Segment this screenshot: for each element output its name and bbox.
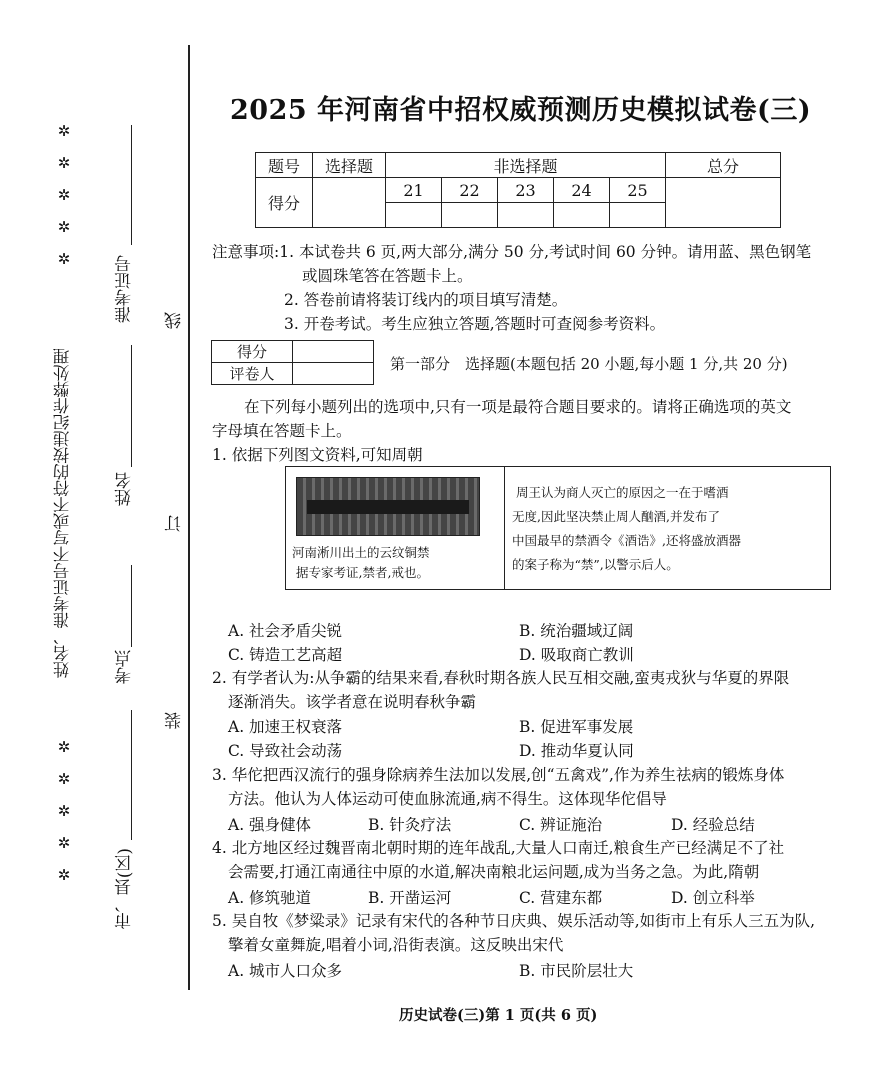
- score-header-total: 总分: [666, 153, 781, 178]
- notes-line-1: 注意事项:1. 本试卷共 6 页,两大部分,满分 50 分,考试时间 60 分钟。请用蓝、黑色钢笔: [212, 243, 812, 261]
- q1-option-c[interactable]: C. 铸造工艺高超: [228, 646, 343, 664]
- q2-option-a[interactable]: A. 加速王权衰落: [228, 718, 343, 736]
- part1-instruction-1: 在下列每小题列出的选项中,只有一项是最符合题目要求的。请将正确选项的英文: [244, 398, 792, 416]
- binding-zhuang-char: 装: [165, 712, 185, 729]
- city-fill-line[interactable]: [131, 710, 132, 840]
- score-cell-total[interactable]: [666, 178, 781, 228]
- q4-option-a[interactable]: A. 修筑驰道: [228, 889, 312, 907]
- binding-margin-line: [188, 45, 190, 990]
- q4-stem-line-1: 4. 北方地区经过魏晋南北朝时期的连年战乱,大量人口南迁,粮食生产已经满足不了社: [212, 839, 785, 857]
- score-header-item: 题号: [256, 153, 313, 178]
- q3-option-c[interactable]: C. 辨证施治: [519, 816, 603, 834]
- grader-table: [211, 340, 374, 385]
- q1-source-text-4: 的案子称为“禁”,以警示后人。: [512, 557, 679, 572]
- score-cell-25[interactable]: [610, 203, 666, 228]
- score-num-24: 24: [554, 178, 610, 203]
- q1-source-box: [285, 466, 831, 590]
- q1-stem: 1. 依据下列图文资料,可知周朝: [212, 446, 423, 464]
- decorative-stars-top: ✲✲✲✲✲: [55, 122, 73, 282]
- page-footer: 历史试卷(三)第 1 页(共 6 页): [399, 1007, 598, 1024]
- score-header-choice: 选择题: [313, 153, 386, 178]
- q3-option-b[interactable]: B. 针灸疗法: [368, 816, 452, 834]
- q1-image-panel: [286, 467, 505, 589]
- q5-option-b[interactable]: B. 市民阶层壮大: [519, 962, 634, 980]
- q1-source-text-1: 周王认为商人灭亡的原因之一在于嗜酒: [516, 485, 729, 500]
- grader-score-label: 得分: [212, 341, 293, 363]
- score-header-nonchoice: 非选择题: [386, 153, 666, 178]
- q1-option-a[interactable]: A. 社会矛盾尖锐: [228, 622, 343, 640]
- q5-stem-line-1: 5. 吴自牧《梦粱录》记录有宋代的各种节日庆典、娱乐活动等,如街市上有乐人三五为队,: [212, 912, 816, 930]
- q1-option-d[interactable]: D. 吸取商亡教训: [519, 646, 634, 664]
- score-cell-22[interactable]: [442, 203, 498, 228]
- label-exam-site: 考点: [115, 650, 135, 684]
- name-fill-line[interactable]: [131, 345, 132, 467]
- score-cell-choice[interactable]: [313, 178, 386, 228]
- label-exam-id: 准考证号: [115, 255, 135, 323]
- binding-ding-char: 订: [165, 515, 185, 532]
- q1-image-caption-2: 据专家考证,禁者,戒也。: [296, 565, 429, 580]
- notes-line-4: 3. 开卷考试。考生应独立答题,答题时可查阅参考资料。: [284, 315, 666, 333]
- notes-line-2: 或圆珠笔答在答题卡上。: [302, 267, 473, 285]
- q1-source-text-3: 中国最早的禁酒令《酒诰》,还将盛放酒器: [512, 533, 741, 548]
- score-num-23: 23: [498, 178, 554, 203]
- q1-image-caption-1: 河南淅川出土的云纹铜禁: [292, 545, 430, 560]
- q3-option-d[interactable]: D. 经验总结: [671, 816, 755, 834]
- grader-name-label: 评卷人: [212, 363, 293, 385]
- q4-stem-line-2: 会需要,打通江南通往中原的水道,解决南粮北运问题,成为当务之急。为此,隋朝: [228, 863, 760, 881]
- grader-name-cell[interactable]: [293, 363, 374, 385]
- label-city-county: 市、县(区): [115, 848, 135, 930]
- q1-source-text-2: 无度,因此坚决禁止周人酗酒,并发布了: [512, 509, 720, 524]
- score-num-25: 25: [610, 178, 666, 203]
- part1-instruction-2: 字母填在答题卡上。: [212, 422, 352, 440]
- bronze-jin-photo: [296, 477, 480, 536]
- q5-stem-line-2: 擎着女童舞旋,唱着小词,沿街表演。这反映出宋代: [228, 936, 564, 954]
- score-num-21: 21: [386, 178, 442, 203]
- page-title: 2025 年河南省中招权威预测历史模拟试卷(三): [230, 95, 812, 126]
- q4-option-c[interactable]: C. 营建东都: [519, 889, 603, 907]
- q3-option-a[interactable]: A. 强身健体: [228, 816, 312, 834]
- score-num-22: 22: [442, 178, 498, 203]
- score-cell-23[interactable]: [498, 203, 554, 228]
- score-cell-21[interactable]: [386, 203, 442, 228]
- grader-score-cell[interactable]: [293, 341, 374, 363]
- score-table: [255, 152, 781, 228]
- binding-line-char: 线: [165, 312, 185, 329]
- q2-option-b[interactable]: B. 促进军事发展: [519, 718, 634, 736]
- q2-option-c[interactable]: C. 导致社会动荡: [228, 742, 343, 760]
- part1-heading: 第一部分 选择题(本题包括 20 小题,每小题 1 分,共 20 分): [390, 355, 788, 373]
- q2-option-d[interactable]: D. 推动华夏认同: [519, 742, 634, 760]
- binding-warning-text: 姓名、准考证号不写或不符的按违纪作弊处理: [53, 348, 72, 678]
- q5-option-a[interactable]: A. 城市人口众多: [228, 962, 343, 980]
- q1-option-b[interactable]: B. 统治疆域辽阔: [519, 622, 634, 640]
- exam-id-fill-line[interactable]: [131, 125, 132, 245]
- score-row-label: 得分: [256, 178, 313, 228]
- q2-stem-line-1: 2. 有学者认为:从争霸的结果来看,春秋时期各族人民互相交融,蛮夷戎狄与华夏的界限: [212, 669, 790, 687]
- notes-line-3: 2. 答卷前请将装订线内的项目填写清楚。: [284, 291, 568, 309]
- exam-site-fill-line[interactable]: [131, 565, 132, 647]
- decorative-stars-bottom: ✲✲✲✲✲: [55, 738, 73, 898]
- q2-stem-line-2: 逐渐消失。该学者意在说明春秋争霸: [228, 693, 477, 711]
- q4-option-d[interactable]: D. 创立科举: [671, 889, 755, 907]
- score-cell-24[interactable]: [554, 203, 610, 228]
- q3-stem-line-1: 3. 华佗把西汉流行的强身除病养生法加以发展,创“五禽戏”,作为养生祛病的锻炼身体: [212, 766, 785, 784]
- q3-stem-line-2: 方法。他认为人体运动可使血脉流通,病不得生。这体现华佗倡导: [228, 790, 667, 808]
- q4-option-b[interactable]: B. 开凿运河: [368, 889, 452, 907]
- label-name: 姓名: [115, 472, 135, 506]
